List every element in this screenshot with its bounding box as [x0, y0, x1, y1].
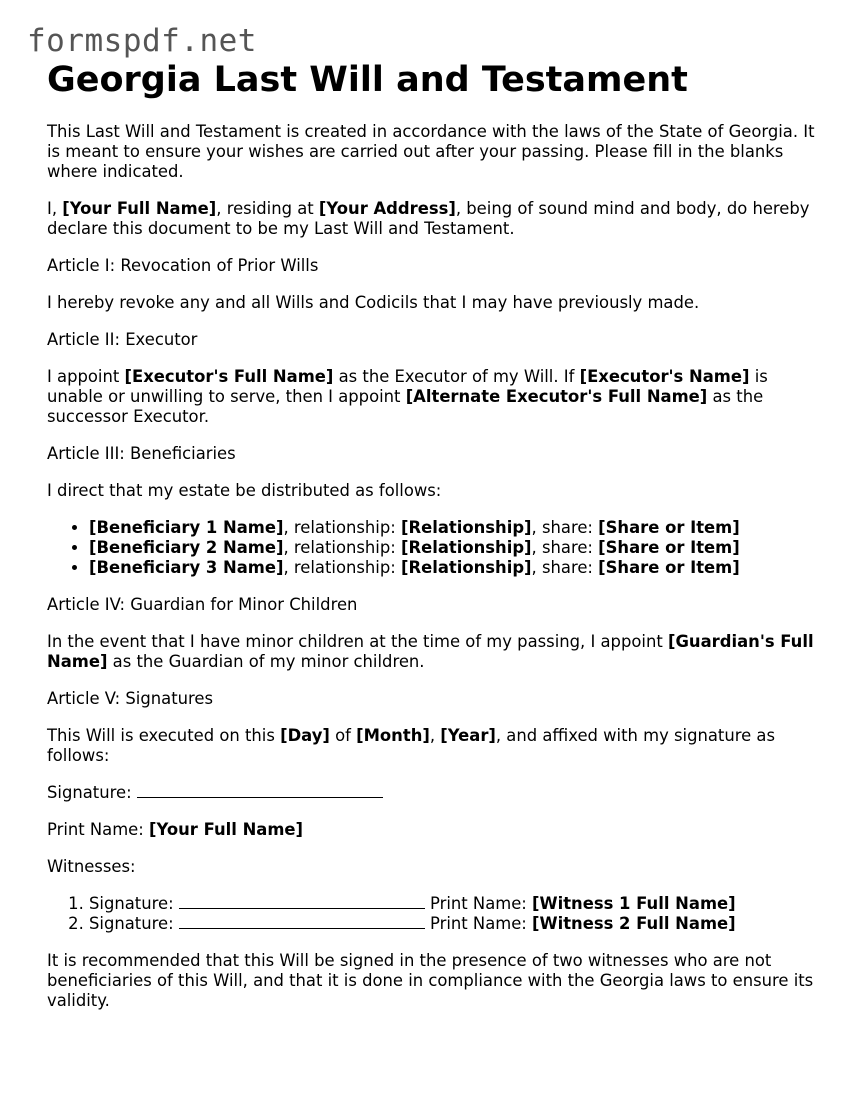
article-3-text: I direct that my estate be distributed as follows: [47, 481, 442, 500]
witness-item [89, 894, 817, 914]
month-placeholder: [Month] [356, 726, 430, 745]
witness-signature-label: Signature: [89, 894, 179, 913]
beneficiary-share: [Share or Item] [598, 538, 740, 557]
witness-item [89, 914, 817, 934]
witness-list [47, 894, 817, 934]
article-5-fragment: , [429, 726, 441, 745]
beneficiary-item [89, 518, 817, 538]
testator-address-placeholder: [Your Address] [318, 199, 456, 218]
article-5-text [47, 726, 817, 766]
witness-name-placeholder: [Witness 1 Full Name] [532, 894, 736, 913]
beneficiary-list [47, 518, 817, 578]
share-label: , share: [531, 558, 599, 577]
article-4-fragment: as the Guardian of my minor children. [107, 652, 425, 671]
day-placeholder: [Day] [280, 726, 330, 745]
witness-print-label: Print Name: [424, 914, 533, 933]
year-placeholder: [Year] [440, 726, 496, 745]
document-body [47, 58, 817, 1028]
witness-signature-blank[interactable] [179, 914, 425, 929]
witnesses-heading: Witnesses: [47, 857, 136, 876]
witness-signature-blank[interactable] [179, 894, 425, 909]
article-2-fragment: as the Executor of my Will. If [333, 367, 580, 386]
print-name-placeholder: [Your Full Name] [149, 820, 304, 839]
beneficiary-name: [Beneficiary 2 Name] [89, 538, 284, 557]
witness-print-label: Print Name: [424, 894, 533, 913]
watermark-logo: formspdf.net [27, 23, 257, 59]
article-5-heading: Article V: Signatures [47, 689, 214, 708]
beneficiary-item [89, 558, 817, 578]
declaration-text: , being of sound mind and body, do hereby declare this document to be my Last Will and Testament. [47, 199, 810, 238]
declaration-text: , residing at [216, 199, 319, 218]
relationship-label: , relationship: [283, 538, 401, 557]
intro-paragraph: This Last Will and Testament is created in accordance with the laws of the State of Georgia. It is meant to ensure your wishes are carried out after your passing. Please fill in the blanks where indicated. [47, 122, 815, 181]
share-label: , share: [531, 518, 599, 537]
beneficiary-name: [Beneficiary 3 Name] [89, 558, 284, 577]
article-4-heading: Article IV: Guardian for Minor Children [47, 595, 358, 614]
article-5-fragment: of [329, 726, 357, 745]
beneficiary-relationship: [Relationship] [400, 538, 532, 557]
article-4-text [47, 632, 817, 672]
article-1-text: I hereby revoke any and all Wills and Codicils that I may have previously made. [47, 293, 700, 312]
relationship-label: , relationship: [283, 558, 401, 577]
article-2-fragment: is unable or unwilling to serve, then I appoint [47, 367, 768, 406]
witness-signature-label: Signature: [89, 914, 179, 933]
beneficiary-name: [Beneficiary 1 Name] [89, 518, 284, 537]
signature-label: Signature: [47, 783, 137, 802]
article-5-fragment: , and affixed with my signature as follows: [47, 726, 776, 765]
print-name-label: Print Name: [47, 820, 150, 839]
declaration-text: I, [47, 199, 63, 218]
testator-name-placeholder: [Your Full Name] [62, 199, 217, 218]
executor-name-placeholder: [Executor's Name] [579, 367, 750, 386]
article-4-fragment: In the event that I have minor children at the time of my passing, I appoint [47, 632, 668, 651]
article-2-fragment: as the successor Executor. [47, 387, 764, 426]
alternate-executor-placeholder: [Alternate Executor's Full Name] [405, 387, 708, 406]
guardian-name-placeholder: [Guardian's Full Name] [47, 632, 814, 671]
article-1-heading: Article I: Revocation of Prior Wills [47, 256, 319, 275]
witness-name-placeholder: [Witness 2 Full Name] [532, 914, 736, 933]
document-title: Georgia Last Will and Testament [47, 60, 688, 100]
article-2-text [47, 367, 817, 427]
signature-line [47, 783, 817, 803]
print-name-line [47, 820, 817, 840]
beneficiary-item [89, 538, 817, 558]
beneficiary-share: [Share or Item] [598, 558, 740, 577]
declaration-paragraph [47, 199, 817, 239]
article-5-fragment: This Will is executed on this [47, 726, 281, 745]
beneficiary-relationship: [Relationship] [400, 518, 532, 537]
executor-full-name-placeholder: [Executor's Full Name] [124, 367, 334, 386]
article-2-fragment: I appoint [47, 367, 125, 386]
beneficiary-share: [Share or Item] [598, 518, 740, 537]
beneficiary-relationship: [Relationship] [400, 558, 532, 577]
signature-blank[interactable] [137, 783, 383, 798]
closing-paragraph: It is recommended that this Will be signed in the presence of two witnesses who are not beneficiaries of this Will, and that it is done in compliance with the Georgia laws to ensure its validity. [47, 951, 814, 1010]
share-label: , share: [531, 538, 599, 557]
relationship-label: , relationship: [283, 518, 401, 537]
article-2-heading: Article II: Executor [47, 330, 198, 349]
article-3-heading: Article III: Beneficiaries [47, 444, 236, 463]
